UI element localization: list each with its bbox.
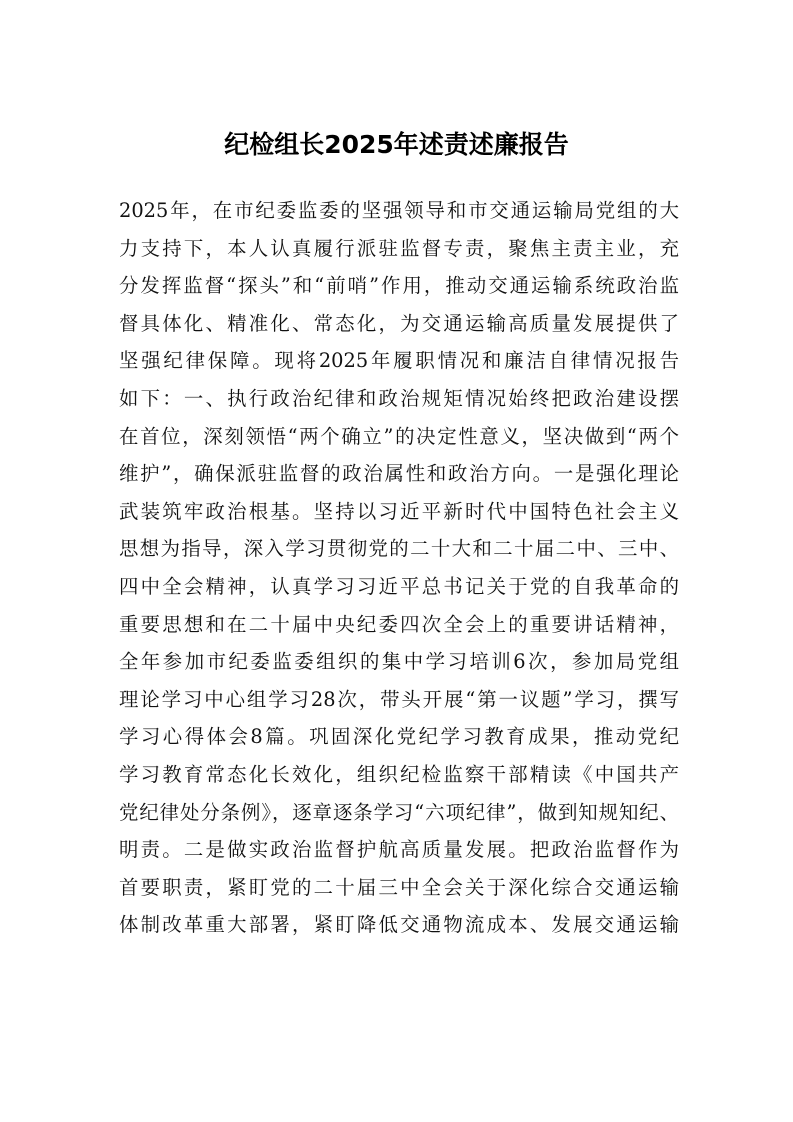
body-line: 党纪律处分条例》，逐章逐条学习“六项纪律”，做到知规知纪、 <box>119 800 679 824</box>
body-line: 学习心得体会8篇。巩固深化党纪学习教育成果，推动党纪 <box>119 725 679 749</box>
body-line: 四中全会精神，认真学习习近平总书记关于党的自我革命的 <box>119 574 679 598</box>
body-line: 坚强纪律保障。现将2025年履职情况和廉洁自律情况报告 <box>119 349 679 373</box>
body-line: 学习教育常态化长效化，组织纪检监察干部精读《中国共产 <box>119 762 679 786</box>
body-line: 在首位，深刻领悟“两个确立”的决定性意义，坚决做到“两个 <box>119 424 679 448</box>
body-line: 力支持下，本人认真履行派驻监督专责，聚焦主责主业，充 <box>119 236 679 260</box>
body-line: 分发挥监督“探头”和“前哨”作用，推动交通运输系统政治监 <box>119 274 679 298</box>
document-title: 纪检组长2025年述责述廉报告 <box>224 130 569 159</box>
body-line: 如下：一、执行政治纪律和政治规矩情况始终把政治建设摆 <box>119 386 679 410</box>
body-line: 明责。二是做实政治监督护航高质量发展。把政治监督作为 <box>119 838 679 862</box>
body-line: 2025年，在市纪委监委的坚强领导和市交通运输局党组的大 <box>119 199 679 222</box>
body-line: 理论学习中心组学习28次，带头开展“第一议题”学习，撰写 <box>119 687 679 711</box>
body-line: 武装筑牢政治根基。坚持以习近平新时代中国特色社会主义 <box>119 499 679 523</box>
body-line: 督具体化、精准化、常态化，为交通运输高质量发展提供了 <box>119 311 679 335</box>
body-line: 重要思想和在二十届中央纪委四次全会上的重要讲话精神， <box>119 612 679 636</box>
body-line: 体制改革重大部署，紧盯降低交通物流成本、发展交通运输 <box>119 913 679 937</box>
body-line: 全年参加市纪委监委组织的集中学习培训6次，参加局党组 <box>119 650 679 674</box>
document-body <box>119 192 679 944</box>
body-line: 维护”，确保派驻监督的政治属性和政治方向。一是强化理论 <box>119 462 679 486</box>
body-line: 首要职责，紧盯党的二十届三中全会关于深化综合交通运输 <box>119 875 679 899</box>
body-line: 思想为指导，深入学习贯彻党的二十大和二十届二中、三中、 <box>119 537 679 561</box>
